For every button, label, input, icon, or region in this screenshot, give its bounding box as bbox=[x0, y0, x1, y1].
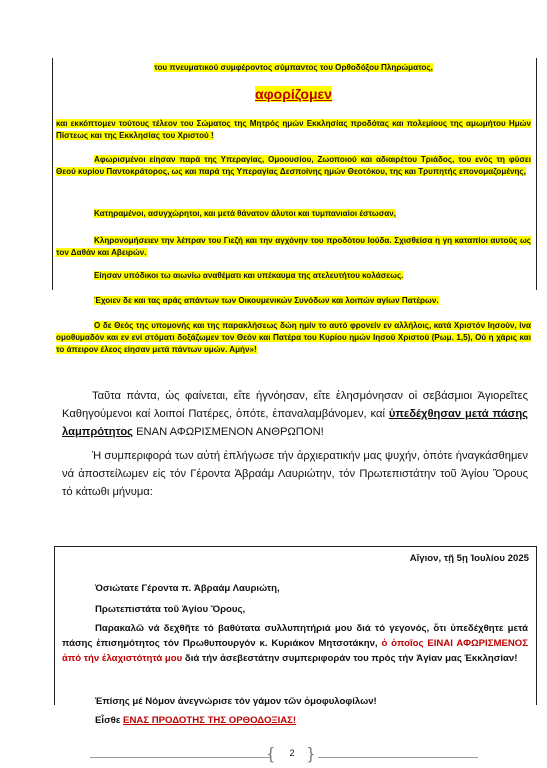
anathema-paragraph-1: και εκκόπτομεν τούτους τέλεον του Σώματος της Μητρός ημών Εκκλησίας προδότας και πολεμίους της αμωμήτου Ημών Πίστεως και της Εκκλησίας του Χριστού ! bbox=[56, 119, 531, 140]
letter-date: Αἴγιον, τῇ 5ῃ Ἰουλίου 2025 bbox=[409, 553, 529, 564]
anathema-intro-line: του πνευματικού συμφέροντος σύμπαντος του Ορθοδόξου Πληρώματος, bbox=[154, 63, 433, 72]
footer-brace-left: { bbox=[268, 744, 274, 763]
anathema-paragraph-5: Είησαν υπόδικοι τω αιωνίω αναθέματι και υπέκαυμα της ατελευτήτου κολάσεως. bbox=[94, 271, 404, 280]
page-number: 2 bbox=[289, 748, 295, 758]
letter-paragraph-2: Ἐπίσης μέ Νόμον ἀνεγνώρισε τόν γάμον τῶν ὁμοφυλοφίλων! bbox=[95, 696, 377, 707]
anathema-paragraph-6: Έχοιεν δε και τας αράς απάντων των Οικουμενικών Συνόδων και λοιπών αγίων Πατέρων. bbox=[94, 296, 439, 305]
underlined-phrase: ὑπεδέχθησαν μετά πάσης λαμπρότητος bbox=[62, 408, 528, 438]
letter-salutation-2: Πρωτεπιστάτα τοῦ Ἁγίου Ὄρους, bbox=[95, 604, 246, 615]
anathema-paragraph-7: Ο δε Θεός της υπομονής και της παρακλήσεως δώη ημίν το αυτό φρονείν εν αλλήλοις, κατά Χριστόν Ιησούν, ίνα ομοθυμαδόν και εν ενί στόματι δοξάζωμεν τον Θεόν και Πατέρα του Κυρίου ημών Ιησού Χριστού (Ρωμ. 1,5), Ού η χάρις και το άπειρον έλεος είησαν μετά πάντων υμών. Αμήν»! bbox=[56, 321, 531, 354]
anathema-title: αφορίζομεν bbox=[255, 86, 332, 102]
body-paragraph-2: Ἡ συμπεριφορά των αὐτή ἐπλήγωσε τήν ἀρχιερατικήν μας ψυχήν, ὁπότε ἠναγκάσθημεν νά ἀποστείλωμεν εἰς τόν Γέροντα Ἀβραάμ Λαυριώτην, τόν Πρωτεπιστάτην τοῦ Ἁγίου Ὄρους τό κάτωθι μήνυμα: bbox=[62, 450, 528, 498]
footer-rule-left bbox=[90, 757, 270, 758]
footer-brace-right: } bbox=[308, 744, 314, 763]
body-paragraph-1: Ταῦτα πάντα, ὡς φαίνεται, εἴτε ἠγνόησαν, εἴτε ἐλησμόνησαν οἱ σεβάσμιοι Ἁγιορεῖτες Καθηγούμενοι καί λοιποί Πατέρες, ὁπότε, ἐπαναλαμβάνομεν, καί ὑπεδέχθησαν μετά πάσης λαμπρότητος ΕΝΑΝ ΑΦΩΡΙΣΜΕΝΟΝ ΑΝΘΡΩΠΟΝ! bbox=[62, 390, 528, 438]
letter-paragraph-3: Εἶσθε ΕΝΑΣ ΠΡΟΔΟΤΗΣ ΤΗΣ ΟΡΘΟΔΟΞΙΑΣ! bbox=[95, 715, 297, 726]
anathema-paragraph-4: Κληρονομήσειεν την λέπραν του Γιεζή και την αγχόνην του προδότου Ιούδα. Σχισθείσα η γη καταπίοι αυτούς ως τον Δαθάν και Αβειρών. bbox=[56, 236, 531, 257]
footer-rule-right bbox=[318, 757, 478, 758]
anathema-paragraph-2: Αφωρισμένοι είησαν παρά της Υπεραγίας, Ομοουσίου, Ζωοποιού και αδιαιρέτου Τριάδος, του ενός τη φύσει Θεού κυρίου Παντοκράτορος, ως και παρά της Υπεραγίας Δεσποίνης ημών Θεοτόκου, της και Τρυπητής επονομαζομένης, bbox=[56, 155, 531, 176]
letter-salutation-1: Ὁσιώτατε Γέροντα π. Ἀβραάμ Λαυριώτη, bbox=[95, 583, 280, 594]
anathema-paragraph-3: Κατηραμένοι, ασυγχώρητοι, και μετά θάνατον άλυτοι και τυμπανιαίοι έστωσαν, bbox=[94, 209, 397, 218]
letter-paragraph-1: Παρακαλῶ νά δεχθῆτε τό βαθύτατα συλλυπητήριά μου διά τό γεγονός, ὅτι ὑπεδέχθητε μετά πάσης ἐπισημότητος τόν Πρωθυπουργόν κ. Κυριάκον Μητσοτάκην, ὁ ὁποῖος ΕΙΝΑΙ ΑΦΩΡΙΣΜΕΝΟΣ ἀπό τήν ἐλαχιστότητά μου διά τήν ἀσεβεστάτην συμπεριφοράν του πρός τήν Ἁγίαν μας Ἐκκλησίαν! bbox=[62, 623, 529, 664]
